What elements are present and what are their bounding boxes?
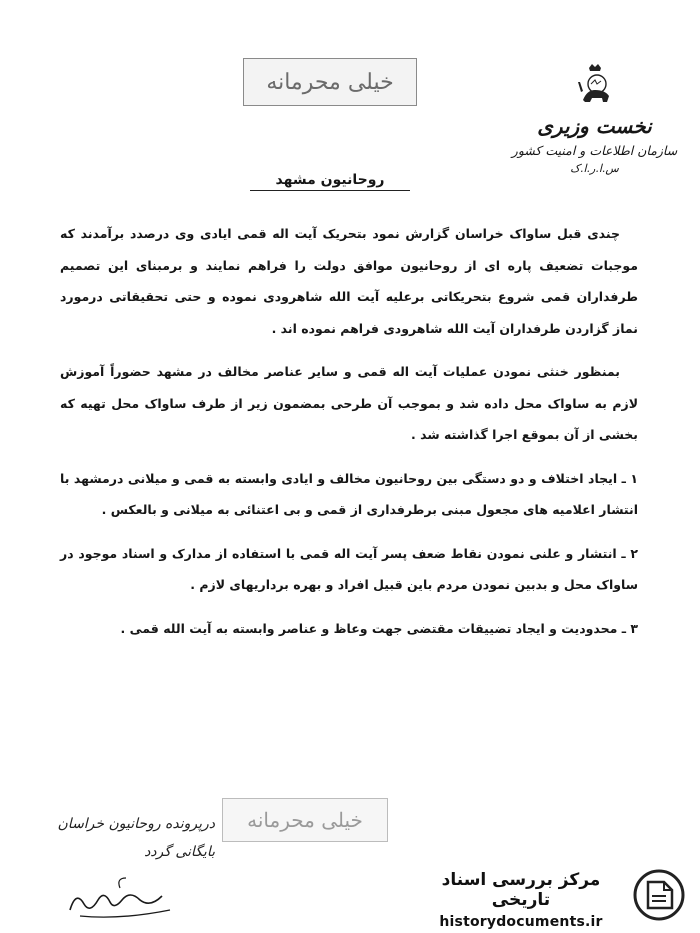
document-body	[60, 218, 638, 644]
letterhead	[507, 62, 682, 175]
archive-logo-icon	[632, 868, 686, 922]
list-item-1: ۱ ـ ایجاد اختلاف و دو دستگی بین روحانیون مخالف و ایادی وابسته به قمی و میلانی درمشهد با انتشار اعلامیه های مجعول مبنی برطرفداری از قمی و بی اعتنائی به میلانی و بالعکس .	[60, 470, 638, 517]
lion-and-sun-emblem-icon	[575, 62, 615, 108]
paragraph-plan: بمنظور خنثی نمودن عملیات آیت اله قمی و سایر عناصر مخالف در مشهد حضوراً آموزش لازم به ساواک محل داده شد و بموجب آن طرحی بمضمون زیر از طرف ساواک محل تهیه که بخشی از آن بموقع اجرا گذاشته شد .	[60, 364, 638, 442]
handwritten-note	[55, 810, 215, 866]
handwritten-note-line-1: درپرونده روحانیون خراسان	[57, 816, 215, 832]
signature-icon	[60, 872, 200, 922]
handwritten-note-line-2: بایگانی گردد	[144, 844, 215, 860]
watermark-url: historydocuments.ir	[439, 914, 603, 930]
archive-watermark	[420, 860, 692, 930]
paragraph-intro: چندی قبل ساواک خراسان گزارش نمود بتحریک آیت اله قمی ایادی وی درصدد برآمدند که موجبات تضعیف پاره ای از روحانیون موافق دولت را فراهم نمایند و برمبنای این تصمیم طرفداران قمی شروع بتحریکاتی برعلیه آیت الله شاهرودی نموده و حتی تحقیقاتی درمورد نماز گزاردن طرفداران آیت الله شاهرودی فراهم نموده اند .	[60, 226, 638, 336]
list-item-2: ۲ ـ انتشار و علنی نمودن نقاط ضعف پسر آیت اله قمی با استفاده از مدارک و اسناد موجود در ساواک محل و بدبین نمودن مردم باین قبیل افراد و بهره برداریهای لازم .	[60, 545, 638, 592]
classification-stamp-bottom: خیلی محرمانه	[222, 798, 388, 842]
watermark-title: مرکز بررسی اسناد تاریخی	[441, 870, 601, 910]
classification-stamp-top: خیلی محرمانه	[243, 58, 417, 106]
list-item-3: ۳ ـ محدودیت و ایجاد تضییقات مقتضی جهت وعاظ و عناصر وابسته به آیت الله قمی .	[120, 620, 638, 636]
reference-number: س.ا.ر.ا.ک	[570, 162, 619, 175]
organization-name: نخست وزیری	[537, 114, 652, 138]
organization-subtitle: سازمان اطلاعات و امنیت کشور	[511, 143, 678, 158]
document-title: روحانیون مشهد	[250, 172, 410, 191]
